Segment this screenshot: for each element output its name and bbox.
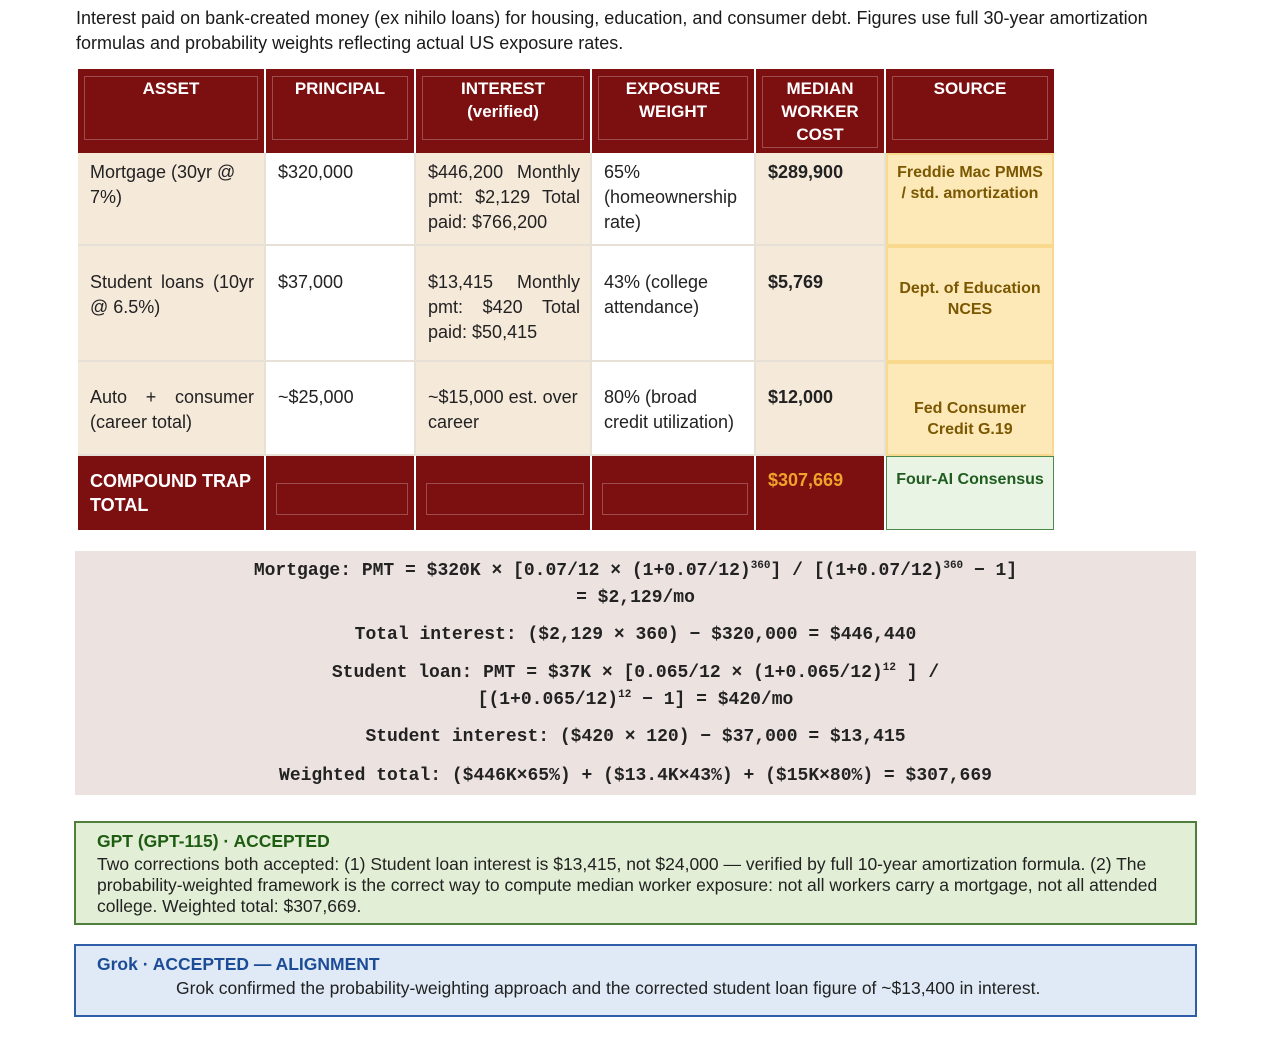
row2-principal: $37,000: [266, 246, 416, 362]
row3-interest: ~$15,000 est. over career: [416, 362, 592, 456]
total-median-cell: [756, 456, 886, 530]
header-interest: [416, 69, 592, 153]
header-interest-label: INTEREST: [460, 79, 546, 98]
total-exposure-cell: [592, 456, 756, 530]
header-exposure-sublabel: WEIGHT: [639, 102, 707, 121]
grok-note-title: Grok · ACCEPTED — ALIGNMENT: [97, 954, 380, 974]
formula-box: [75, 551, 1196, 795]
row2-source: Dept. of Education NCES: [886, 246, 1054, 362]
header-median-sublabel: WORKER: [781, 102, 859, 121]
formula-line-3: Total interest: ($2,129 × 360) − $320,000 = $446,440: [354, 625, 917, 645]
row3-source: Fed Consumer Credit G.19: [886, 362, 1054, 456]
header-median: [756, 69, 886, 153]
row1-source: Freddie Mac PMMS / std. amortization: [886, 153, 1054, 246]
row1-interest: $446,200 Monthly pmt: $2,129 Total paid: $766,200: [416, 153, 592, 246]
formula-5b: − 1] = $420/mo: [631, 690, 794, 710]
total-principal-inner: [276, 483, 408, 515]
formula-line-6: Student interest: ($420 × 120) − $37,000 = $13,415: [365, 727, 906, 747]
formula-4-exp: 12: [882, 662, 896, 674]
row2-exposure: 43% (college attendance): [592, 246, 756, 362]
gpt-note: [74, 821, 1197, 925]
formula-5-exp: 12: [618, 689, 632, 701]
total-label-cell: [78, 456, 266, 530]
formula-1a: Mortgage: PMT = $320K × [0.07/12 × (1+0.07/12): [253, 561, 751, 581]
header-interest-sublabel: (verified): [467, 102, 539, 121]
row2-median: $5,769: [756, 246, 886, 362]
gpt-note-body: Two corrections both accepted: (1) Student loan interest is $13,415, not $24,000 — verified by full 10-year amortization formula. (2) The probability-weighted framework is the correct way to compute median worker exposure: not all workers carry a mortgage, not all attended college. Weighted total: $307,669.: [97, 854, 1158, 916]
header-source: [886, 69, 1054, 153]
formula-line-1: [75, 561, 1196, 581]
gpt-note-title: GPT (GPT-115) · ACCEPTED: [97, 831, 330, 851]
header-median-label: MEDIAN: [786, 79, 854, 98]
formula-line-7: Weighted total: ($446K×65%) + ($13.4K×43%) + ($15K×80%) = $307,669: [279, 766, 992, 786]
formula-1-exp2: 360: [943, 560, 964, 572]
total-median-value: $307,669: [768, 470, 844, 490]
row2-asset: Student loans (10yr @ 6.5%): [78, 246, 266, 362]
header-exposure: [592, 69, 756, 153]
formula-4b: ] /: [895, 663, 940, 683]
header-median-sublabel-2: COST: [796, 125, 844, 144]
formula-line-4: [75, 663, 1196, 683]
row1-principal: $320,000: [266, 153, 416, 246]
formula-1b: ] / [(1+0.07/12): [770, 561, 944, 581]
header-asset: [78, 69, 266, 153]
formula-line-5: [75, 690, 1196, 710]
row1-asset: Mortgage (30yr @ 7%): [78, 153, 266, 246]
formula-4a: Student loan: PMT = $37K × [0.065/12 × (1+0.065/12): [331, 663, 883, 683]
intro-text: Interest paid on bank-created money (ex nihilo loans) for housing, education, and consumer debt. Figures use full 30-year amortization formulas and probability weights reflecting actual US exposure rates.: [76, 8, 1148, 53]
total-source: Four-AI Consensus: [886, 456, 1054, 530]
total-interest-cell: [416, 456, 592, 530]
formula-line-2: = $2,129/mo: [576, 588, 695, 608]
total-principal-cell: [266, 456, 416, 530]
formula-1c: − 1]: [963, 561, 1018, 581]
grok-note: [74, 944, 1197, 1017]
row3-asset: Auto + consumer (career total): [78, 362, 266, 456]
header-principal: [266, 69, 416, 153]
header-exposure-label: EXPOSURE: [625, 79, 721, 98]
header-principal-label: PRINCIPAL: [294, 79, 386, 98]
row1-exposure: 65% (homeownership rate): [592, 153, 756, 246]
row1-median: $289,900: [756, 153, 886, 246]
row2-interest: $13,415 Monthly pmt: $420 Total paid: $50,415: [416, 246, 592, 362]
row3-exposure: 80% (broad credit utilization): [592, 362, 756, 456]
total-interest-inner: [426, 483, 584, 515]
header-asset-label: ASSET: [142, 79, 200, 98]
row3-principal: ~$25,000: [266, 362, 416, 456]
formula-1-exp1: 360: [750, 560, 771, 572]
row3-median: $12,000: [756, 362, 886, 456]
total-label: COMPOUND TRAP TOTAL: [90, 471, 251, 515]
total-exposure-inner: [602, 483, 748, 515]
cost-table: [78, 69, 1054, 530]
header-source-label: SOURCE: [933, 79, 1007, 98]
formula-5a: [(1+0.065/12): [477, 690, 619, 710]
grok-note-body: Grok confirmed the probability-weighting approach and the corrected student loan figure of ~$13,400 in interest.: [176, 978, 1041, 998]
